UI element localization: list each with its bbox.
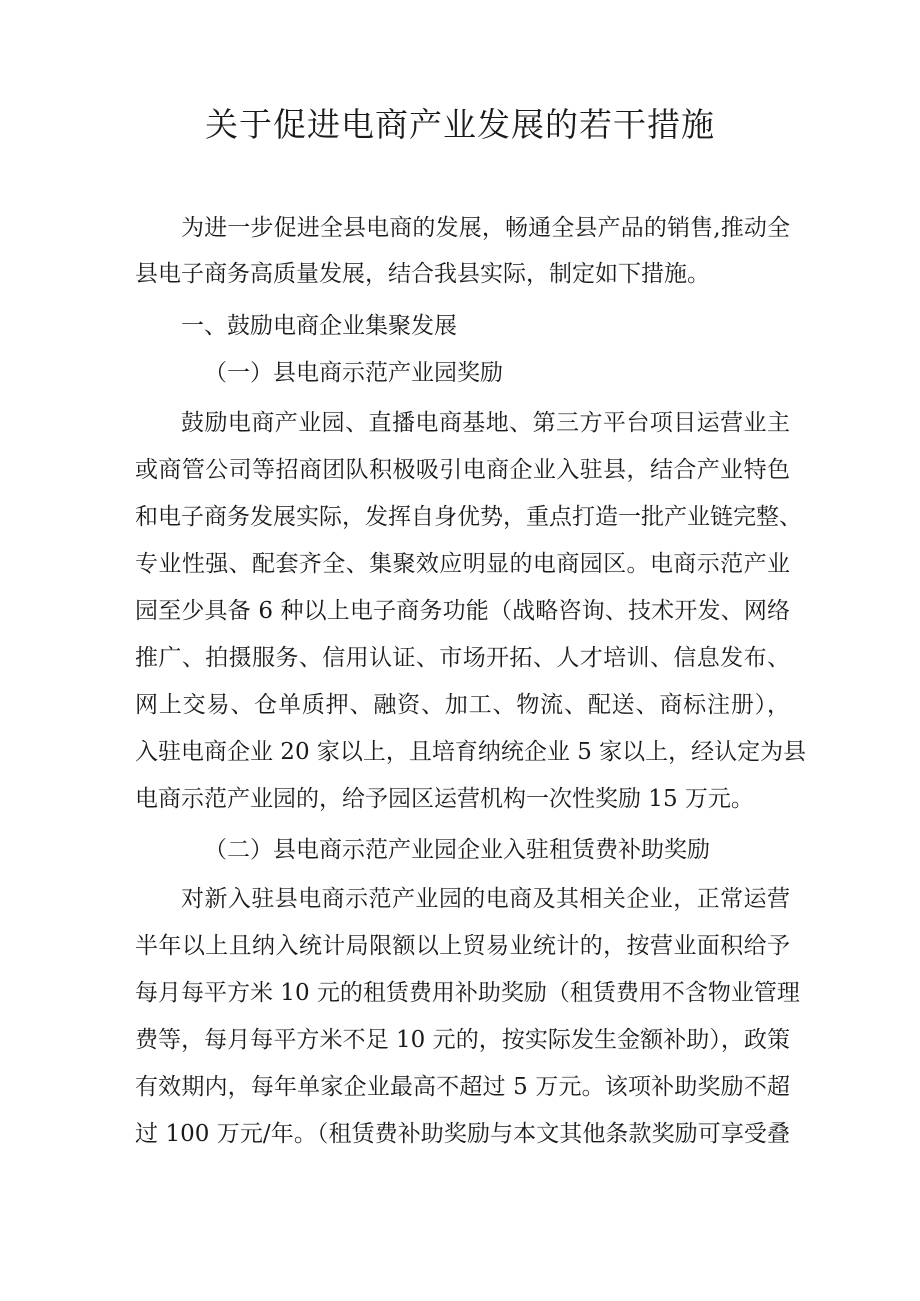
paragraph-line: 过 100 万元/年。（租赁费补助奖励与本文其他条款奖励可享受叠 (135, 1121, 790, 1147)
paragraph-line: 有效期内，每年单家企业最高不超过 5 万元。该项补助奖励不超 (135, 1074, 790, 1100)
subsection-heading-1: （一）县电商示范产业园奖励 (204, 360, 503, 386)
paragraph-line: 鼓励电商产业园、直播电商基地、第三方平台项目运营业主 (181, 410, 790, 436)
intro-line-2: 县电子商务高质量发展，结合我县实际，制定如下措施。 (135, 261, 710, 287)
paragraph-line: 入驻电商企业 20 家以上，且培育纳统企业 5 家以上，经认定为县 (135, 739, 807, 765)
paragraph-line: 园至少具备 6 种以上电子商务功能（战略咨询、技术开发、网络 (135, 598, 790, 624)
section-heading-1: 一、鼓励电商企业集聚发展 (181, 313, 457, 339)
paragraph-line: 推广、拍摄服务、信用认证、市场开拓、人才培训、信息发布、 (135, 645, 790, 671)
paragraph-line: 电商示范产业园的，给予园区运营机构一次性奖励 15 万元。 (135, 786, 754, 812)
paragraph-line: 半年以上且纳入统计局限额以上贸易业统计的，按营业面积给予 (135, 933, 790, 959)
paragraph-line: 每月每平方米 10 元的租赁费用补助奖励（租赁费用不含物业管理 (135, 980, 800, 1006)
subsection-heading-2: （二）县电商示范产业园企业入驻租赁费补助奖励 (204, 837, 710, 863)
intro-line-1: 为进一步促进全县电商的发展，畅通全县产品的销售,推动全 (181, 215, 790, 241)
paragraph-line: 专业性强、配套齐全、集聚效应明显的电商园区。电商示范产业 (135, 551, 790, 577)
paragraph-line: 或商管公司等招商团队积极吸引电商企业入驻县，结合产业特色 (135, 457, 790, 483)
paragraph-line: 网上交易、仓单质押、融资、加工、物流、配送、商标注册）， (135, 692, 790, 718)
document-title: 关于促进电商产业发展的若干措施 (205, 105, 715, 144)
paragraph-line: 费等，每月每平方米不足 10 元的，按实际发生金额补助），政策 (135, 1027, 790, 1053)
paragraph-line: 对新入驻县电商示范产业园的电商及其相关企业，正常运营 (181, 886, 790, 912)
paragraph-line: 和电子商务发展实际，发挥自身优势，重点打造一批产业链完整、 (135, 504, 802, 530)
